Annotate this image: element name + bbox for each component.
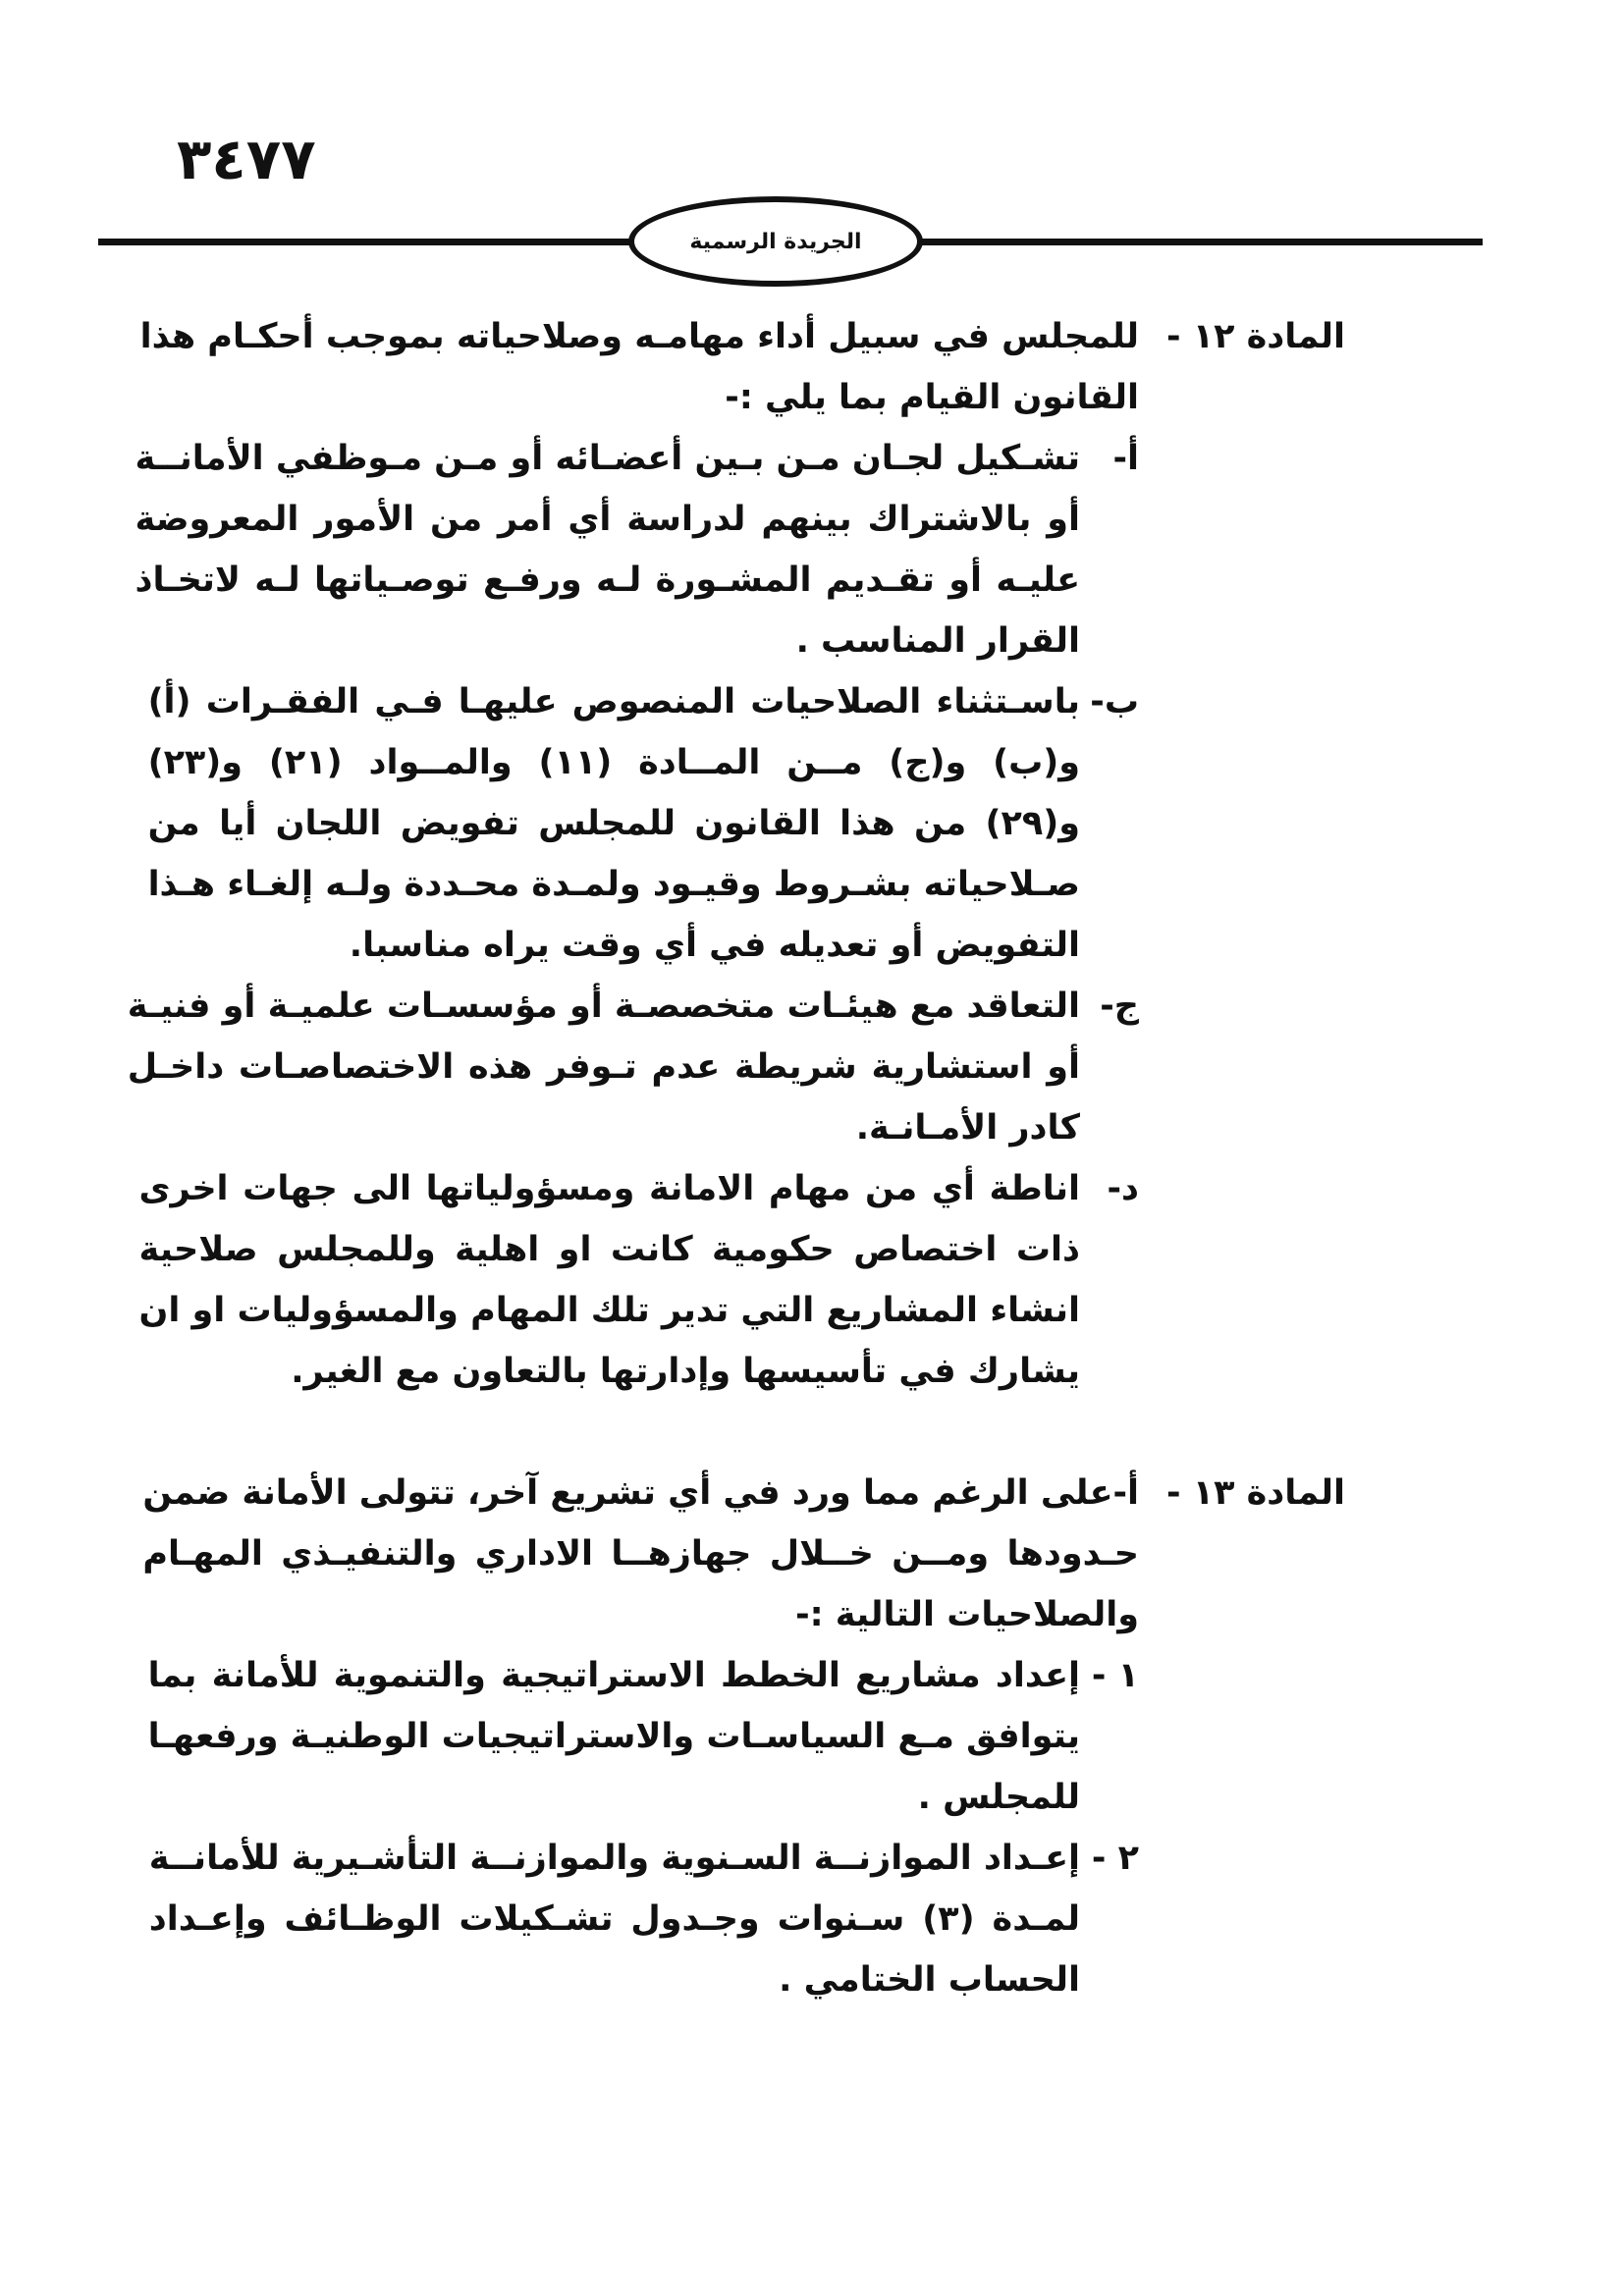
item-line: للمجلس . bbox=[917, 1778, 1080, 1817]
article-13-item-2 bbox=[148, 1828, 1139, 2010]
article-12-clause-c bbox=[127, 976, 1139, 1158]
gazette-title: الجريدة الرسمية bbox=[689, 229, 862, 254]
article-12-clause-a bbox=[135, 428, 1139, 671]
clause-label: ب- bbox=[1090, 682, 1139, 721]
clause-line: انشاء المشاريع التي تدير تلك المهام والمسؤوليات او ان bbox=[138, 1291, 1080, 1330]
article-12-heading bbox=[139, 306, 1345, 428]
clause-line: التفويض أو تعديله في أي وقت يراه مناسبا. bbox=[349, 926, 1080, 965]
article-spacer bbox=[196, 1402, 1345, 1463]
item-line: يتوافق مـع السياسـات والاستراتيجيات الوطنيـة ورفعهـا bbox=[147, 1717, 1080, 1756]
page-number: ٣٤٧٧ bbox=[177, 126, 316, 192]
clause-line: أو استشارية شريطة عدم تـوفر هذه الاختصاصـات داخـل bbox=[127, 1047, 1080, 1087]
article-12-intro-line: القانون القيام بما يلي :- bbox=[725, 378, 1139, 417]
clause-label: ج- bbox=[1100, 987, 1139, 1026]
clause-line: عليـه أو تقـديم المشـورة لـه ورفـع توصـياتها لـه لاتخـاذ bbox=[135, 561, 1080, 600]
clause-line: باسـتثناء الصلاحيات المنصوص عليهـا فـي الفقـرات (أ) bbox=[147, 682, 1080, 721]
article-12-intro-line: للمجلس في سبيل أداء مهامـه وصلاحياته بموجب أحكـام هذا bbox=[139, 317, 1139, 356]
clause-line: يشارك في تأسيسها وإدارتها بالتعاون مع الغير. bbox=[291, 1352, 1080, 1391]
clause-line: القرار المناسب . bbox=[795, 621, 1080, 661]
article-13-heading bbox=[142, 1463, 1345, 1645]
clause-line: ذات اختصاص حكومية كانت او اهلية وللمجلس صلاحية bbox=[138, 1230, 1080, 1269]
article-13-intro-line: حـدودها ومــن خــلال جهازهــا الاداري والتنفيـذي المهـام bbox=[142, 1534, 1139, 1574]
clause-line: كادر الأمـانـة. bbox=[855, 1108, 1080, 1148]
item-label: ٢ - bbox=[1091, 1839, 1139, 1878]
clause-line: التعاقد مع هيئـات متخصصـة أو مؤسسـات علميـة أو فنيـة bbox=[127, 987, 1080, 1026]
clause-line: تشـكيل لجـان مـن بـين أعضـائه أو مـن مـوظفي الأمانــة bbox=[135, 439, 1080, 478]
clause-line: و(٢٩) من هذا القانون للمجلس تفويض اللجان أيا من bbox=[147, 804, 1080, 843]
clause-line: أو بالاشتراك بينهم لدراسة أي أمر من الأمور المعروضة bbox=[135, 500, 1080, 539]
article-12-clause-b bbox=[147, 671, 1139, 976]
article-13-intro-line: أ-على الرغم مما ورد في أي تشريع آخر، تتولى الأمانة ضمن bbox=[142, 1473, 1139, 1513]
item-line: إعـداد الموازنــة السـنوية والموازنــة التأشـيرية للأمانــة bbox=[148, 1839, 1080, 1878]
gazette-title-oval bbox=[628, 196, 923, 287]
article-13-item-1 bbox=[147, 1645, 1139, 1828]
item-line: الحساب الختامي . bbox=[779, 1960, 1080, 2000]
clause-line: صـلاحياته بشـروط وقيـود ولمـدة محـددة ولـه إلغـاء هـذا bbox=[147, 865, 1080, 904]
item-line: إعداد مشاريع الخطط الاستراتيجية والتنموية للأمانة بما bbox=[147, 1656, 1080, 1695]
article-12-label: المادة ١٢ - bbox=[1165, 317, 1345, 356]
item-line: لمـدة (٣) سـنوات وجـدول تشـكيلات الوظـائف وإعـداد bbox=[148, 1899, 1080, 1939]
clause-line: و(ب) و(ج) مــن المــادة (١١) والمــواد (٢١) و(٢٣) bbox=[147, 743, 1080, 782]
article-12-clause-d bbox=[138, 1158, 1139, 1402]
item-label: ١ - bbox=[1091, 1656, 1139, 1695]
clause-line: اناطة أي من مهام الامانة ومسؤولياتها الى جهات اخرى bbox=[138, 1169, 1080, 1208]
clause-label: أ- bbox=[1112, 439, 1139, 478]
article-13-label: المادة ١٣ - bbox=[1165, 1473, 1345, 1513]
document-body bbox=[127, 306, 1345, 2010]
clause-label: د- bbox=[1107, 1169, 1139, 1208]
article-13-intro-line: والصلاحيات التالية :- bbox=[795, 1595, 1139, 1634]
